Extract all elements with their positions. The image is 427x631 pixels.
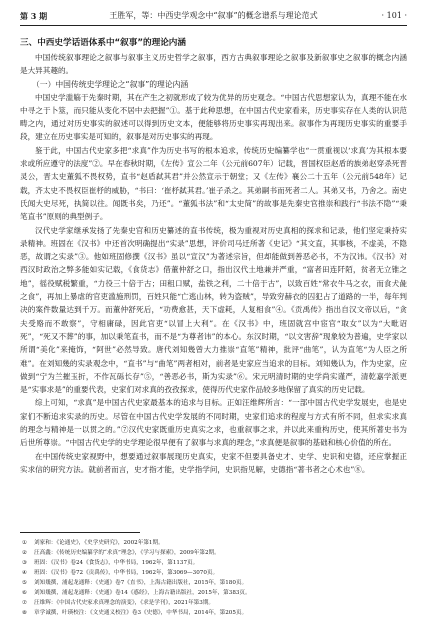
footnote [20, 568, 407, 578]
footnote-mark: ⑧ [22, 610, 28, 616]
section-heading: 三、中西史学话语体系中“叙事”的理论内涵 [20, 38, 186, 48]
footnote [20, 548, 407, 558]
footnote-text: 汪高鑫：《传统历史编纂学的“求真”理念》，《学习与探索》，2009年第2期。 [34, 550, 220, 556]
footnote-text: 刘知幾撰，浦起龙通释：《史通》卷14《惑经》，上海古籍出版社，2015年，第383页。 [34, 590, 251, 596]
footnote-text: 章学诚撰，叶瑛校注：《文史通义校注》卷3《史德》，中华书局，2014年，第205页。 [34, 610, 248, 616]
footnote [20, 538, 407, 548]
footnote [20, 558, 407, 568]
footnote-mark: ⑤ [22, 580, 28, 586]
paragraph: 中国传统叙事理论之叙事与叙事主义历史哲学之叙事，西方古典叙事理论之叙事及新叙事史之叙事的概念内涵是大异其趣的。 [20, 53, 407, 76]
issue-number: 第 3 期 [20, 11, 48, 21]
footnote-mark: ⑥ [22, 590, 28, 596]
footnote-mark: ④ [22, 570, 28, 576]
footnote [20, 578, 407, 588]
subsection-heading: （一）中国传统史学理论之“叙事”的理论内涵 [32, 79, 189, 89]
footnote-text: 汪维辉：《中国古代史家求真理念的演变》，《求是学刊》，2021年第3期。 [34, 600, 215, 606]
footnote-text: 班固：《汉书》卷24《食货志》，中华书局，1962年，第1137页。 [34, 560, 199, 566]
article-body [20, 33, 407, 476]
running-title: 王胜军，等：中西史学观念中“叙事”的概念谱系与理论范式 [109, 11, 318, 20]
page-number: · 101 · [381, 11, 407, 20]
paragraph: 汉代史学家继承发扬了先秦史官和历史纂述的直书传统，极为重视对历史真相的探求和记录，他们坚定秉持实录精神。班固在《汉书》中还首次明确提出“实录”思想，评价司马迁所著《史记》“其文直，其事核，不虚美，不隐恶，故谓之实录”③。他如班固修撰《汉书》虽以“宣汉”为著述宗旨，但却能做到善恶必书，不为汉讳。《汉书》对西汉时政治之弊多能如实记载，《食货志》借董仲舒之口，指出汉代土地兼并严重，“富者田连阡陌，贫者无立锥之地”，徭役赋税繁重，“力役三十倍于古；田租口赋，盐铁之利，二十倍于古”，以致百姓“常衣牛马之衣，而食犬彘之食”，再加上暴虐的官吏滥施刑罚，百姓只能“亡逃山林，转为盗贼”，导致穷赫衣的囚犯占了道路的一半，每年判决的案件数量达到千万。而董仲舒死后，“功费愈甚，天下虚耗，人复相食”④。《贡禹传》指出自汉文帝以后，“贪夫受赂而不敢察”，守相庸碌，因此官吏“以冒上大利”。在《汉书》中，班固就宫中宦官“取女”以为“大毗诏死”，“死又不葬”的事，加以秉笔直书，而不是“为尊者讳”的本心。东汉时期，“以文害辞”现象较为普遍，史学家以所谓“美化”来掩饰，“阿世”必然导致。唐代刘知幾曾大力推崇“直笔”精神，批评“曲笔”，认为直笔“为人臣之所难”。在刘知幾的实录观念中，“直书”与“曲笔”两者相对，前者是史家应当追求的目标。刘知幾认为，作为史家，应做到“宁为兰摧玉折，不作瓦砾长存”⑤，“善恶必书，斯为实录”⑥。宋元明清时期的史学尚实谨严，清乾嘉学派更是“实事求是”的重要代表，史家们对求真的孜孜探求，使得历代史家作品较多地保留了真实的历史记载。 [20, 225, 407, 395]
footnote-mark: ③ [22, 560, 28, 566]
footnote [20, 598, 407, 608]
footnote-text: 刘知幾撰，浦起龙通释：《史通》卷7《直书》，上海古籍出版社，2015年，第180页。 [34, 580, 248, 586]
footnote [20, 588, 407, 598]
footnote-mark: ⑦ [22, 600, 28, 606]
paragraph: 中国史学滥觞于先秦时期，其在产生之初就形成了较为优异的历史观念。“中国古代思想家认为，真理不能在水中寻之于卜筮，而只能从变化不居中去把握”①。基于此种思想，在中国古代史家看来，历史事实存在人类的认识范畴之内，通过对历史事实的叙述可以得到历史文本，便能够将历史事实再现出来。叙事作为再现历史事实的重要手段，建立在历史事实是可知的，叙事是对历史事实的再现。 [20, 92, 407, 142]
footnote [20, 608, 407, 618]
footnote-separator [20, 532, 140, 533]
paragraph: 综上可知，“求真”是中国古代史家最基本的追求与目标。正如汪维辉所言：“一部中国古代史学发展史，也是史家们不断追求实录的历史。尽管在中国古代史学发展的不同时期，史家们追求的程度与方式有所不同，但求实求真的理念与精神是一以贯之的。”⑦汉代史家既重历史真实之求，也重叙事之求，并以此来重构历史，使其所著史书为后世所尊崇。“中国古代史学的史学理论很早便有了叙事与求真的理念，”求真便是叙事的基础和核心价值的所在。 [20, 398, 407, 448]
paragraph: 鉴于此，中国古代史家多把“求真”作为历史书写的根本追求，传统历史编纂学也“一贯重视以‘求真’为其根本要求或所应遵守的法度”②。早在春秋时期，《左传》宣公二年（公元前607年）记载，晋国权臣赵盾的族弟赵穿杀死晋灵公，晋太史董狐不畏权势，直书“赵盾弑其君”并公然宣示于朝堂；又《左传》襄公二十五年（公元前548年）记载，齐太史不畏权臣崔杼的威胁，“书曰：‘崔杼弑其君。’崔子杀之。其弟嗣书而死者二人。其弟又书，乃舍之。南史氏闻大史尽死，执简以往。闻既书矣，乃还”。“董狐书法”和“太史简”的故事是先秦史官推崇和践行“书法不隐”“秉笔直书”原则的典型例子。 [20, 145, 407, 222]
running-header [20, 9, 407, 23]
footnote-text: 班固：《汉书》卷72《贡禹传》，中华书局，1962年，第3069—3070页。 [34, 570, 219, 576]
paragraph: 在中国传统史家视野中，想要通过叙事展现历史真实，史家不但要具备史才、史学、史识和史德，还应掌握正实求信的研究方法。就前者而言，史才指才能，史学指学问，史识指见解，史德指“著书者之心术也”⑧。 [20, 451, 407, 474]
footnote-text: 刘家和：《论通史》，《史学史研究》，2002年第1期。 [34, 540, 164, 546]
footnote-mark: ① [22, 540, 28, 546]
footnotes [20, 538, 407, 618]
footnote-mark: ② [22, 550, 28, 556]
header-rule [20, 25, 407, 26]
